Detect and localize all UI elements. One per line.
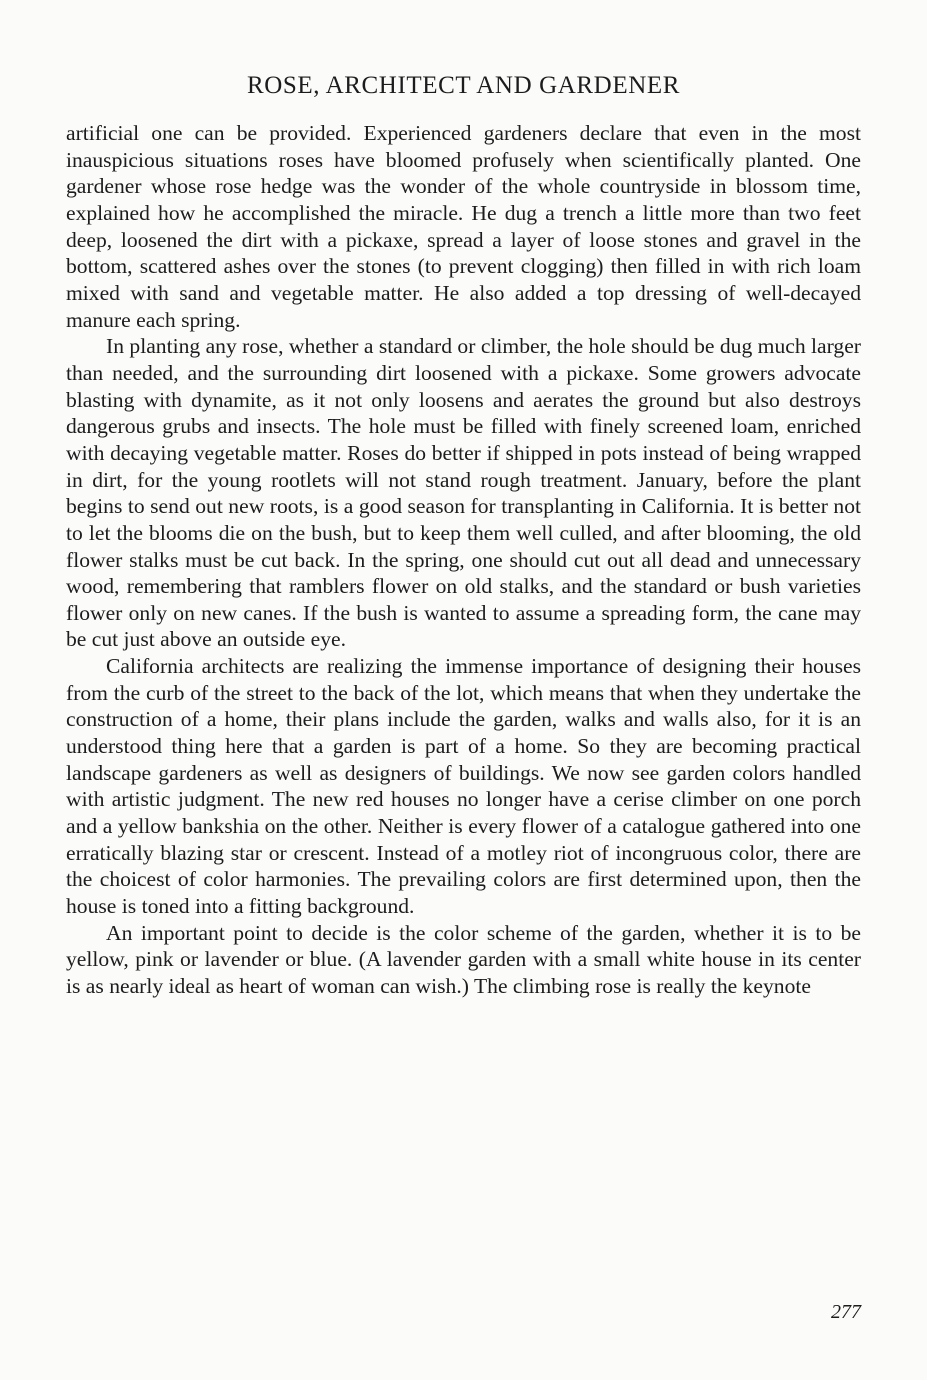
paragraph-color-scheme: An important point to decide is the color scheme of the garden, whether it is to be yellow, pink or lavender or blue. (A lavender garden with a small white house in its center is as nearly ideal as heart of woman can wish.) The climbing rose is really the keynote <box>66 920 861 998</box>
page-number: 277 <box>831 1301 861 1323</box>
paragraph-continued: artificial one can be provided. Experienced gardeners declare that even in the most inauspicious situations roses have bloomed profusely when scientifically planted. One gardener whose rose hedge was the wonder of the whole countryside in blossom time, explained how he accomplished the miracle. He dug a trench a little more than two feet deep, loosened the dirt with a pickaxe, spread a layer of loose stones and gravel in the bottom, scattered ashes over the stones (to prevent clogging) then filled in with rich loam mixed with sand and vegetable matter. He also added a top dressing of well-decayed manure each spring. <box>66 121 861 332</box>
body-text <box>66 120 861 1000</box>
paragraph-planting-roses: In planting any rose, whether a standard or climber, the hole should be dug much larger than needed, and the surrounding dirt loosened with a pickaxe. Some growers advocate blasting with dynamite, as it not only loosens and aerates the ground but also destroys dangerous grubs and insects. The hole must be filled with finely screened loam, enriched with decaying vegetable matter. Roses do better if shipped in pots instead of being wrapped in dirt, for the young rootlets will not stand rough treatment. January, before the plant begins to send out new roots, is a good season for transplanting in California. It is better not to let the blooms die on the bush, but to keep them well culled, and after blooming, the old flower stalks must be cut back. In the spring, one should cut out all dead and unnecessary wood, remembering that ramblers flower on old stalks, and the standard or bush varieties flower only on new canes. If the bush is wanted to assume a spreading form, the cane may be cut just above an outside eye. <box>66 334 861 652</box>
paragraph-california-architects: California architects are realizing the immense importance of designing their houses from the curb of the street to the back of the lot, which means that when they undertake the construction of a home, their plans include the garden, walks and walls also, for it is an understood thing here that a garden is part of a home. So they are becoming practical landscape gardeners as well as designers of buildings. We now see garden colors handled with artistic judgment. The new red houses no longer have a cerise climber on one porch and a yellow bankshia on the other. Neither is every flower of a catalogue gathered into one erratically blazing star or crescent. Instead of a motley riot of incongruous color, there are the choicest of color harmonies. The prevailing colors are first determined upon, then the house is toned into a fitting background. <box>66 654 861 919</box>
running-head-title: ROSE, ARCHITECT AND GARDENER <box>246 72 681 99</box>
